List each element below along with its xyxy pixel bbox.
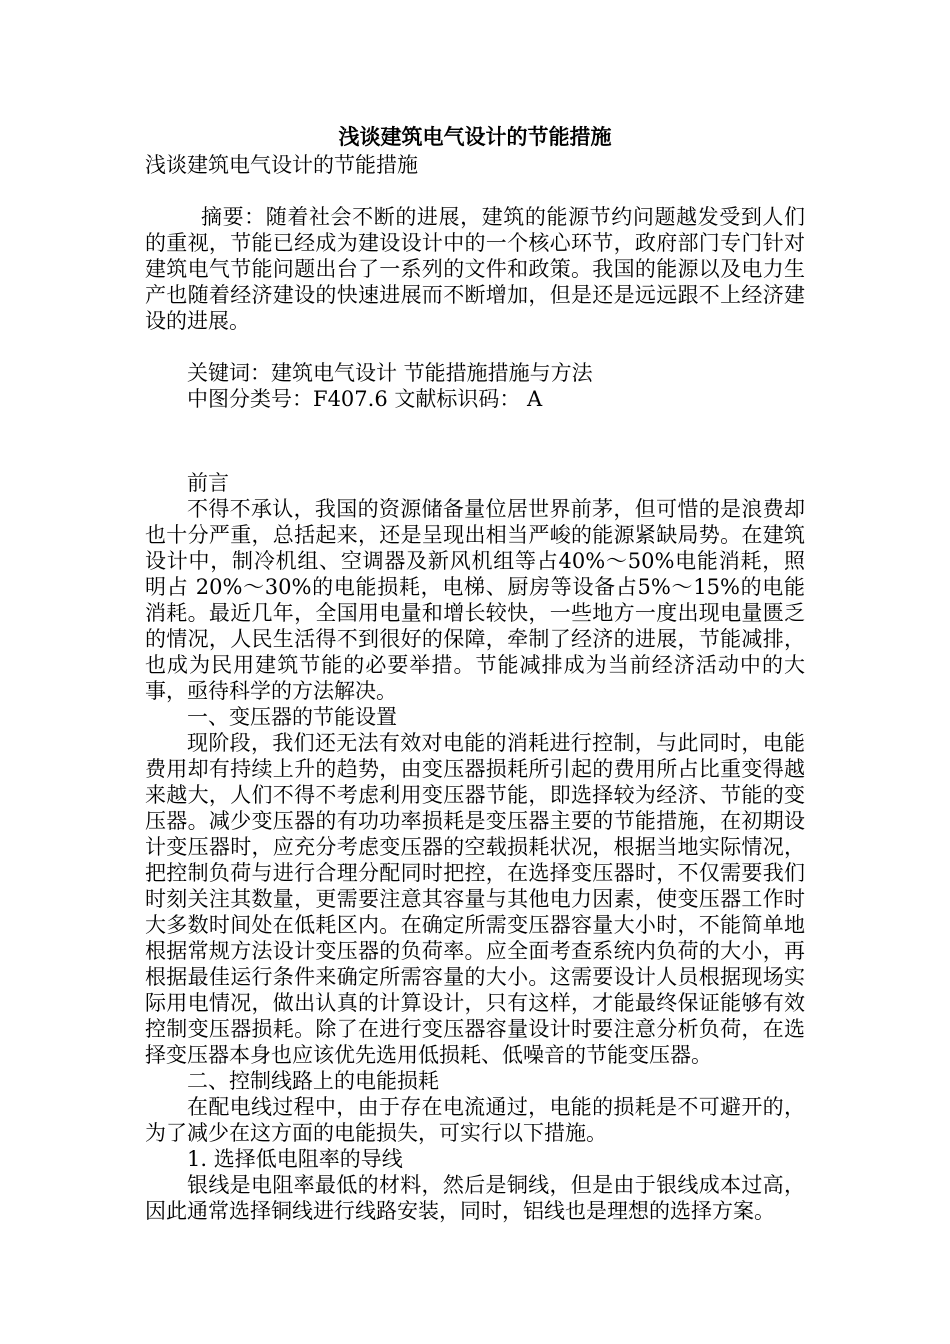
document-subtitle: 浅谈建筑电气设计的节能措施 bbox=[145, 153, 418, 177]
spacer bbox=[145, 334, 805, 360]
abstract-paragraph: 摘要：随着社会不断的进展，建筑的能源节约问题越发受到人们的重视，节能已经成为建设设计中的一个核心环节，政府部门专门针对建筑电气节能问题出台了一系列的文件和政策。我国的能源以及电力生产也随着经济建设的快速进展而不断增加，但是还是远远跟不上经济建设的进展。 bbox=[145, 205, 805, 333]
section-1-paragraph: 现阶段，我们还无法有效对电能的消耗进行控制，与此同时，电能费用却有持续上升的趋势，由变压器损耗所引起的费用所占比重变得越来越大，人们不得不考虑利用变压器节能，即选择较为经济、节能的变压器。减少变压器的有功功率损耗是变压器主要的节能措施，在初期设计变压器时，应充分考虑变压器的空载损耗状况，根据当地实际情况，把控制负荷与进行合理分配同时把控，在选择变压器时，不仅需要我们时刻关注其数量，更需要注意其容量与其他电力因素，使变压器工作时大多数时间处在低耗区内。在确定所需变压器容量大小时，不能简单地根据常规方法设计变压器的负荷率。应全面考查系统内负荷的大小，再根据最佳运行条件来确定所需容量的大小。这需要设计人员根据现场实际用电情况，做出认真的计算设计，只有这样，才能最终保证能够有效控制变压器损耗。除了在进行变压器容量设计时要注意分析负荷，在选择变压器本身也应该优先选用低损耗、低噪音的节能变压器。 bbox=[145, 731, 805, 1067]
section-2-paragraph: 在配电线过程中，由于存在电流通过，电能的损耗是不可避开的，为了减少在这方面的电能损失，可实行以下措施。 bbox=[145, 1095, 805, 1145]
preface-heading: 前言 bbox=[187, 471, 229, 495]
spacer bbox=[145, 178, 805, 204]
classification-line: 中图分类号：F407.6 文献标识码： A bbox=[187, 387, 543, 411]
subsection-1-paragraph: 银线是电阻率最低的材料，然后是铜线，但是由于银线成本过高，因此通常选择铜线进行线路安装，同时，铝线也是理想的选择方案。 bbox=[145, 1173, 805, 1223]
subsection-1-heading: 1. 选择低电阻率的导线 bbox=[187, 1147, 403, 1171]
document-body bbox=[145, 122, 805, 1224]
section-2-heading: 二、控制线路上的电能损耗 bbox=[187, 1069, 439, 1093]
document-title: 浅谈建筑电气设计的节能措施 bbox=[338, 124, 612, 149]
keywords-line: 关键词：建筑电气设计 节能措施措施与方法 bbox=[187, 361, 593, 385]
spacer bbox=[145, 412, 805, 470]
section-1-heading: 一、变压器的节能设置 bbox=[187, 705, 397, 729]
preface-paragraph: 不得不承认，我国的资源储备量位居世界前茅，但可惜的是浪费却也十分严重，总括起来，还是呈现出相当严峻的能源紧缺局势。在建筑设计中，制冷机组、空调器及新风机组等占40%～50%电能消耗，照明占 20%～30%的电能损耗，电梯、厨房等设备占5%～15%的电能消耗。最近几年，全国用电量和增长较快，一些地方一度出现电量匮乏的情况，人民生活得不到很好的保障，牵制了经济的进展，节能减排，也成为民用建筑节能的必要举措。节能减排成为当前经济活动中的大事，亟待科学的方法解决。 bbox=[145, 497, 805, 703]
